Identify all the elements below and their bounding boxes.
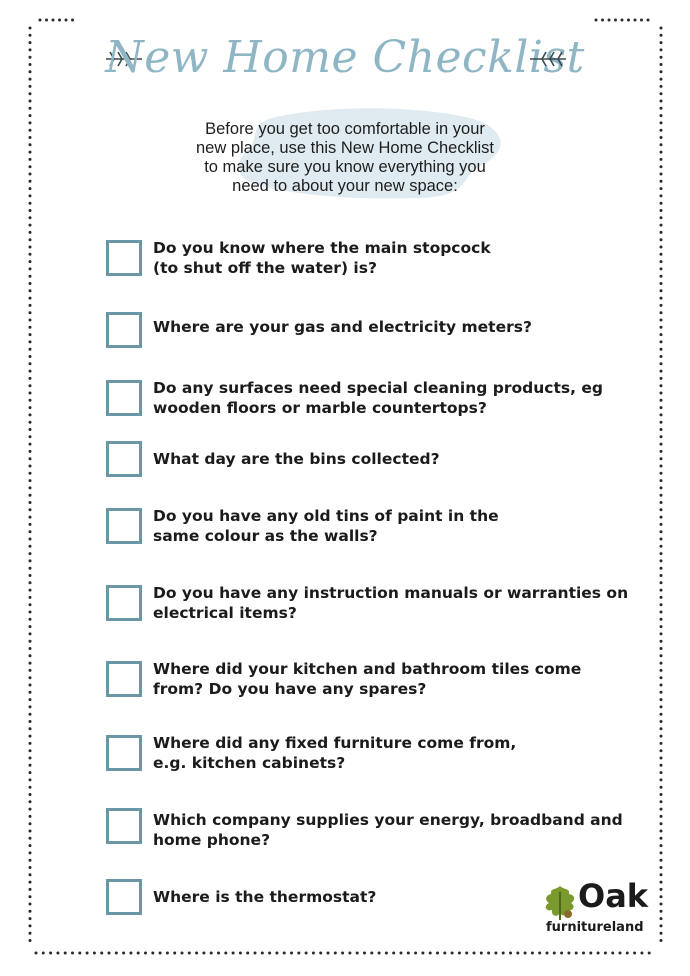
checkbox-stopcock[interactable] — [106, 240, 142, 276]
item-line: Where is the thermostat? — [153, 888, 377, 906]
logo-subtitle: furnitureland — [546, 920, 644, 935]
item-line: home phone? — [153, 831, 271, 849]
checklist-item-text — [153, 506, 643, 546]
item-line: from? Do you have any spares? — [153, 680, 427, 698]
item-line: Do any surfaces need special cleaning products, eg — [153, 379, 603, 397]
item-line: Which company supplies your energy, broadband and — [153, 811, 623, 829]
checklist-item-text — [153, 659, 643, 699]
item-line: Where did your kitchen and bathroom tiles come — [153, 660, 582, 678]
checklist-item-text — [153, 733, 643, 773]
checkbox-meters[interactable] — [106, 312, 142, 348]
checklist-item-text — [153, 317, 643, 337]
intro-line: need to about your new space: — [232, 177, 458, 195]
oak-leaf-icon — [542, 884, 578, 922]
checklist-item-text — [153, 449, 643, 469]
item-line: electrical items? — [153, 604, 297, 622]
intro-line: Before you get too comfortable in your — [205, 120, 485, 138]
intro-line: to make sure you know everything you — [204, 158, 486, 176]
checkbox-cleaning[interactable] — [106, 380, 142, 416]
item-line: wooden floors or marble countertops? — [153, 399, 487, 417]
checklist-item-text — [153, 583, 643, 623]
checklist-item-text — [153, 238, 643, 278]
item-line: Do you have any old tins of paint in the — [153, 507, 499, 525]
item-line: What day are the bins collected? — [153, 450, 440, 468]
checkbox-thermostat[interactable] — [106, 879, 142, 915]
checkbox-bins[interactable] — [106, 441, 142, 477]
checklist-item-text — [153, 378, 643, 418]
logo-brand-text: Oak — [578, 877, 649, 915]
checkbox-manuals[interactable] — [106, 585, 142, 621]
intro-line: new place, use this New Home Checklist — [195, 139, 495, 157]
intro-text — [150, 120, 540, 196]
checklist-item-text — [153, 810, 643, 850]
item-line: Where did any fixed furniture come from, — [153, 734, 517, 752]
page-title: New Home Checklist — [105, 32, 585, 83]
item-line: Where are your gas and electricity meters? — [153, 318, 532, 336]
brand-logo — [540, 877, 652, 942]
checkbox-paint[interactable] — [106, 508, 142, 544]
item-line: Do you know where the main stopcock — [153, 239, 491, 257]
checkbox-furniture[interactable] — [106, 735, 142, 771]
checkbox-suppliers[interactable] — [106, 808, 142, 844]
checkbox-tiles[interactable] — [106, 661, 142, 697]
item-line: e.g. kitchen cabinets? — [153, 754, 346, 772]
item-line: Do you have any instruction manuals or warranties on — [153, 584, 629, 602]
item-line: (to shut off the water) is? — [153, 259, 377, 277]
sprig-right-icon — [528, 48, 568, 70]
item-line: same colour as the walls? — [153, 527, 378, 545]
